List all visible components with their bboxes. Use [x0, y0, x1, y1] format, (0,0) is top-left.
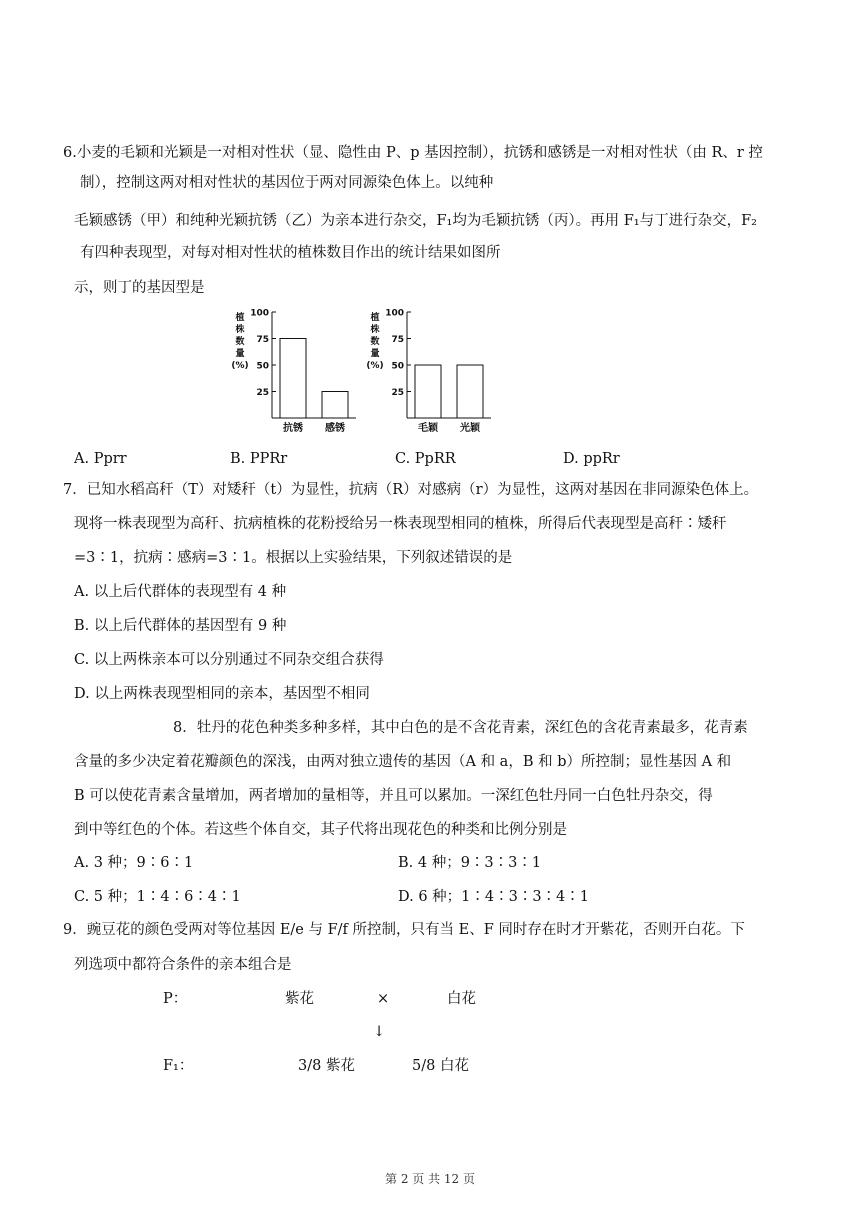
q8-option-d: D. 6 种；1∶4∶3∶3∶4∶1 — [398, 889, 590, 905]
q7-option-d: D. 以上两株表现型相同的亲本，基因型不相同 — [74, 686, 370, 702]
y-tick-label: 50 — [256, 361, 269, 372]
y-tick-label: 100 — [385, 308, 404, 319]
x-tick-label: 抗锈 — [283, 423, 303, 434]
q8-option-c: C. 5 种；1∶4∶6∶4∶1 — [74, 889, 241, 905]
q9-line-1: 9．豌豆花的颜色受两对等位基因 E/e 与 F/f 所控制，只有当 E、F 同时存在时才开紫花，否则开白花。下 — [63, 922, 745, 938]
page-footer: 第 2 页 共 12 页 — [385, 1172, 475, 1186]
q8-line-4: 到中等红色的个体。若这些个体自交，其子代将出现花色的种类和比例分别是 — [74, 822, 567, 838]
x-tick-label: 光颖 — [460, 423, 480, 434]
y-tick-label: 25 — [256, 388, 269, 398]
q6-line-5: 示，则丁的基因型是 — [74, 280, 205, 296]
y-axis-label-char: 数 — [235, 337, 245, 347]
y-axis-label-char: 量 — [235, 349, 245, 359]
bar-chart-rust-resistance — [230, 304, 360, 434]
q7-option-c: C. 以上两株亲本可以分别通过不同杂交组合获得 — [74, 652, 384, 668]
y-axis-label-char: 植 — [370, 313, 380, 323]
x-tick-label: 感锈 — [325, 423, 345, 434]
q6-option-d: D. ppRr — [563, 451, 620, 467]
bar-感锈 — [322, 392, 348, 419]
q6-line-2: 制），控制这两对相对性状的基因位于两对同源染色体上。以纯种 — [80, 175, 494, 191]
q8-line-3: B 可以使花青素含量增加，两者增加的量相等，并且可以累加。一深红色牡丹同一白色牡丹杂交，得 — [74, 788, 713, 804]
q7-line-2: 现将一株表现型为高秆、抗病植株的花粉授给另一株表现型相同的植株，所得后代表现型是高秆∶矮秆 — [74, 516, 727, 532]
y-tick-label: 25 — [391, 388, 404, 398]
q7-option-a: A. 以上后代群体的表现型有 4 种 — [74, 584, 287, 600]
x-tick-label: 毛颖 — [418, 423, 438, 434]
y-tick-label: 75 — [391, 335, 404, 345]
q6-option-b: B. PPRr — [230, 451, 288, 467]
bar-毛颖 — [415, 365, 441, 418]
q8-option-b: B. 4 种；9∶3∶3∶1 — [398, 855, 542, 871]
q7-line-3: =3∶1，抗病∶感病=3∶1。根据以上实验结果，下列叙述错误的是 — [74, 550, 513, 566]
q8-line-1: 8．牡丹的花色种类多种多样，其中白色的是不含花青素，深红色的含花青素最多，花青素 — [173, 720, 748, 736]
cross-offspring-1: 3/8 紫花 — [298, 1058, 355, 1074]
q7-option-b: B. 以上后代群体的基因型有 9 种 — [74, 618, 287, 634]
y-tick-label: 100 — [250, 308, 269, 319]
bar-抗锈 — [280, 339, 306, 419]
y-axis-label-char: 植 — [235, 313, 245, 323]
q6-line-3: 毛颖感锈（甲）和纯种光颖抗锈（乙）为亲本进行杂交，F₁均为毛颖抗锈（丙）。再用 F₁与丁进行杂交，F₂ — [74, 213, 757, 229]
q6-option-a: A. Pprr — [74, 451, 127, 467]
q8-option-a: A. 3 种；9∶6∶1 — [74, 855, 194, 871]
bar-chart-glume-type — [365, 304, 495, 434]
cross-parent-2: 白花 — [447, 991, 476, 1007]
y-axis-label-char: 株 — [235, 325, 245, 335]
cross-parent-1: 紫花 — [285, 991, 314, 1007]
q8-line-2: 含量的多少决定着花瓣颜色的深浅，由两对独立遗传的基因（A 和 a，B 和 b）所控制；显性基因 A 和 — [74, 754, 732, 770]
y-tick-label: 75 — [256, 335, 269, 345]
y-axis-label-char: 株 — [370, 325, 380, 335]
cross-times-sign: × — [377, 991, 390, 1007]
cross-p-label: P： — [163, 991, 188, 1007]
q6-option-c: C. PpRR — [395, 451, 456, 467]
y-axis-label-char: 量 — [370, 349, 380, 359]
y-tick-label: 50 — [391, 361, 404, 372]
bar-光颖 — [457, 365, 483, 418]
y-axis-label-char: 数 — [370, 337, 380, 347]
cross-arrow: ↓ — [373, 1024, 386, 1040]
q6-line-1: 6.小麦的毛颖和光颖是一对相对性状（显、隐性由 P、p 基因控制），抗锈和感锈是一对相对性状（由 R、r 控 — [63, 145, 763, 161]
cross-offspring-2: 5/8 白花 — [412, 1058, 469, 1074]
y-axis-label-char: (%) — [366, 361, 384, 371]
q6-line-4: 有四种表现型，对每对相对性状的植株数目作出的统计结果如图所 — [80, 245, 501, 261]
q9-line-2: 列选项中都符合条件的亲本组合是 — [74, 957, 292, 973]
q7-line-1: 7．已知水稻高秆（T）对矮秆（t）为显性，抗病（R）对感病（r）为显性，这两对基因在非同源染色体上。 — [63, 482, 759, 498]
y-axis-label-char: (%) — [231, 361, 249, 371]
cross-f1-label: F₁： — [163, 1058, 194, 1074]
